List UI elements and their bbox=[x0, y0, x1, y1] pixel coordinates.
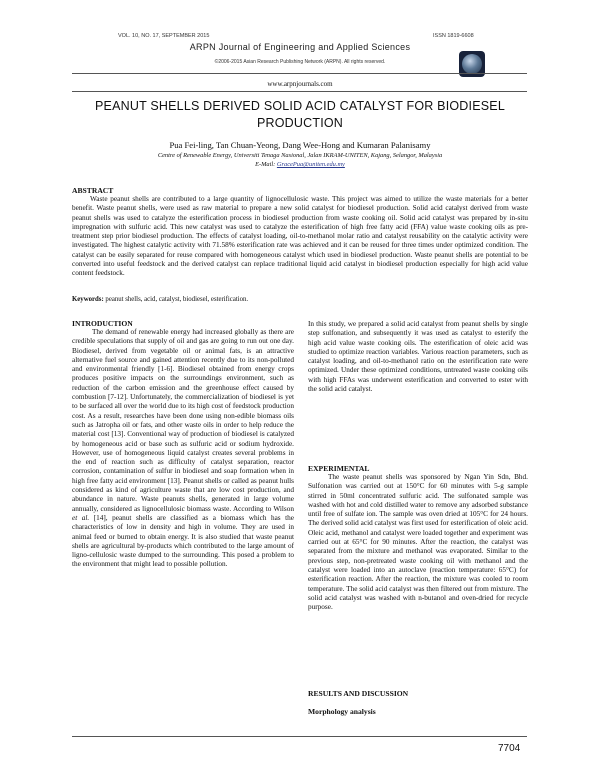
globe-icon bbox=[462, 54, 482, 74]
header-rule bbox=[72, 73, 527, 74]
keywords bbox=[72, 296, 528, 303]
email-link[interactable]: GracePua@uniten.edu.my bbox=[276, 161, 345, 168]
intro-p1-rest: [14], peanut shells are classified as a biomass which has the characteristics of low in density and high in volume. They are used in animal feed or burned to obtain energy. It is also studied that waste peanut shells are agricultural by-products which contributed to the large amount of ligno-cellulosic waste dumped to the surrounding. This posed a problem to the environment that might lead to possible pollution. bbox=[72, 513, 294, 569]
footer-rule bbox=[72, 736, 527, 737]
introduction-paragraph-2: In this study, we prepared a solid acid catalyst from peanut shells by single step sulfonation, and subsequently it was used as catalyst to esterify the high acid value waste cooking oils. The esterification of oleic acid was studied to optimize reaction variables. Various reaction parameters, such as catalyst loading, and oil-to-methanol ratio on the esterification rate were optimized. Under these optimized conditions, untreated waste cooking oils with high FFAs was underwent esterification and converted to ester with the solid acid catalyst. bbox=[308, 320, 528, 394]
page-number: 7704 bbox=[498, 743, 521, 754]
email-line bbox=[72, 161, 528, 168]
journal-name: ARPN Journal of Engineering and Applied Sciences bbox=[189, 42, 411, 52]
intro-p1-text: The demand of renewable energy had increased globally as there are credible speculations that supply of oil and gas are going to run out one day. Biodiesel, derived from vegetable oil or animal fats, is an attractive alternative fuel source and gained attention recently due to its non-polluted and environmental friendly [1-6]. Biodiesel obtained from energy crops produces positive impacts on the surroundings environment, such as reduction of the carbon emission and the greenhouse effect caused by combustion [7-12]. Unfortunately, the commercialization of biodiesel is yet to be surfaced all over the world due to its high cost of feedstock production cost. As a result, researches have been done using non-edible biomass oils such as Jatropha oil or fats, and other waste oils in order to help reduce the material cost [13]. Conventional way of production of biodiesel is catalyzed by homogeneous acid or base such as sulfuric acid or sodium hydroxide. However, use of homogeneous liquid catalyst creates several problems in the end of reaction such as difficulty of catalyst separation, reactor corrosion, contamination of sulfur in biodiesel and soap formation when in high free fatty acid environment [13]. Peanut shells or called as peanut hulls considered as kind of agriculture waste that are low cost production, and abundance in nature. Waste peanuts shells, generated in large volume annually, considered as lignocellulosic biomass waste. According to Wilson bbox=[72, 328, 294, 513]
affiliation: Centre of Renewable Energy, Universiti Tenaga Nasional, Jalan IKRAM-UNITEN, Kajang, Selangor, Malaysia bbox=[157, 152, 443, 159]
intro-p1-etal: et al. bbox=[72, 513, 90, 522]
morphology-subheading: Morphology analysis bbox=[308, 707, 376, 716]
experimental-paragraph: The waste peanut shells was sponsored by Ngan Yin Sdn, Bhd. Sulfonation was carried out at 150°C for 60 minutes with 5-g sample stirred in 50ml concentrated sulfuric acid. The sulfonated sample was washed with hot and cold distilled water to remove any adsorbed substance until free of sulfate ion. The sample was oven dried at 105°C for 24 hours. The derived solid acid catalyst was first used for esterification of oleic acid. Oleic acid, methanol and catalyst were loaded together and experiment was carried out at 65°C for 90 minutes. After the reaction, the catalyst was separated from the mixture and methanol was evaporated. Similar to the previous step, non-pretreated waste cooking oil with methanol and the catalyst were loaded into an autoclave (reaction temperature: 65°C) for esterification reaction. After the reaction, the mixture was cooled to room temperature. The solid acid catalyst was then filtered out from mixture. The solid acid catalyst was washed with n-butanol and oven-dried for recycle purpose. bbox=[308, 473, 528, 612]
paper-title bbox=[72, 98, 528, 132]
introduction-heading: INTRODUCTION bbox=[72, 319, 133, 328]
header-rule-bottom bbox=[72, 91, 527, 92]
title-line-2: PRODUCTION bbox=[256, 116, 344, 130]
authors: Pua Fei-ling, Tan Chuan-Yeong, Dang Wee-Hong and Kumaran Palanisamy bbox=[169, 140, 431, 150]
keywords-label: Keywords: bbox=[72, 296, 104, 303]
results-heading: RESULTS AND DISCUSSION bbox=[308, 689, 409, 698]
keywords-text: peanut shells, acid, catalyst, biodiesel, esterification. bbox=[105, 296, 249, 303]
abstract-heading: ABSTRACT bbox=[72, 186, 114, 195]
copyright-notice: ©2006-2015 Asian Research Publishing Network (ARPN). All rights reserved. bbox=[214, 59, 386, 65]
title-line-1: PEANUT SHELLS DERIVED SOLID ACID CATALYST FOR BIODIESEL bbox=[95, 99, 505, 113]
journal-website[interactable]: www.arpnjournals.com bbox=[267, 80, 333, 88]
email-label: E-Mail: bbox=[255, 161, 277, 168]
experimental-heading: EXPERIMENTAL bbox=[308, 464, 370, 473]
volume-info: VOL. 10, NO. 17, SEPTEMBER 2015 bbox=[118, 33, 210, 39]
abstract-text: Waste peanut shells are contributed to a large quantity of lignocellulosic waste. This project was aimed to utilize the waste materials for a better benefit. Waste peanut shells, were used as raw material to prepare a new solid catalyst for biodiesel production. Solid acid catalyst derived from waste peanut shells was used to catalyze the esterification process in biodiesel production from waste cooking oil. Solid acid catalyst was prepared by in-situ impregnation with sulfuric acid. This new catalyst was used to catalyze the esterification of high free fatty acid (FFA) value waste cooking oils as pre-treatment step prior biodiesel production. The effects of catalyst loading, oil-to-methanol molar ratio and catalyst reusability on the catalytic activity were investigated. The highest catalytic activity with 71.58% esterification rate was achieved and it can be reused for three times under optimized condition. The catalyst can be easily separated for reuse compared with homogeneous catalyst which used in biodiesel production. Waste peanut shells are potential to be converted into useful feedstock and the derived catalyst can replace traditional liquid acid catalyst in biodiesel production especially for high acid value content feedstock. bbox=[72, 195, 528, 278]
introduction-paragraph-1 bbox=[72, 328, 294, 570]
issn: ISSN 1819-6608 bbox=[433, 33, 474, 39]
